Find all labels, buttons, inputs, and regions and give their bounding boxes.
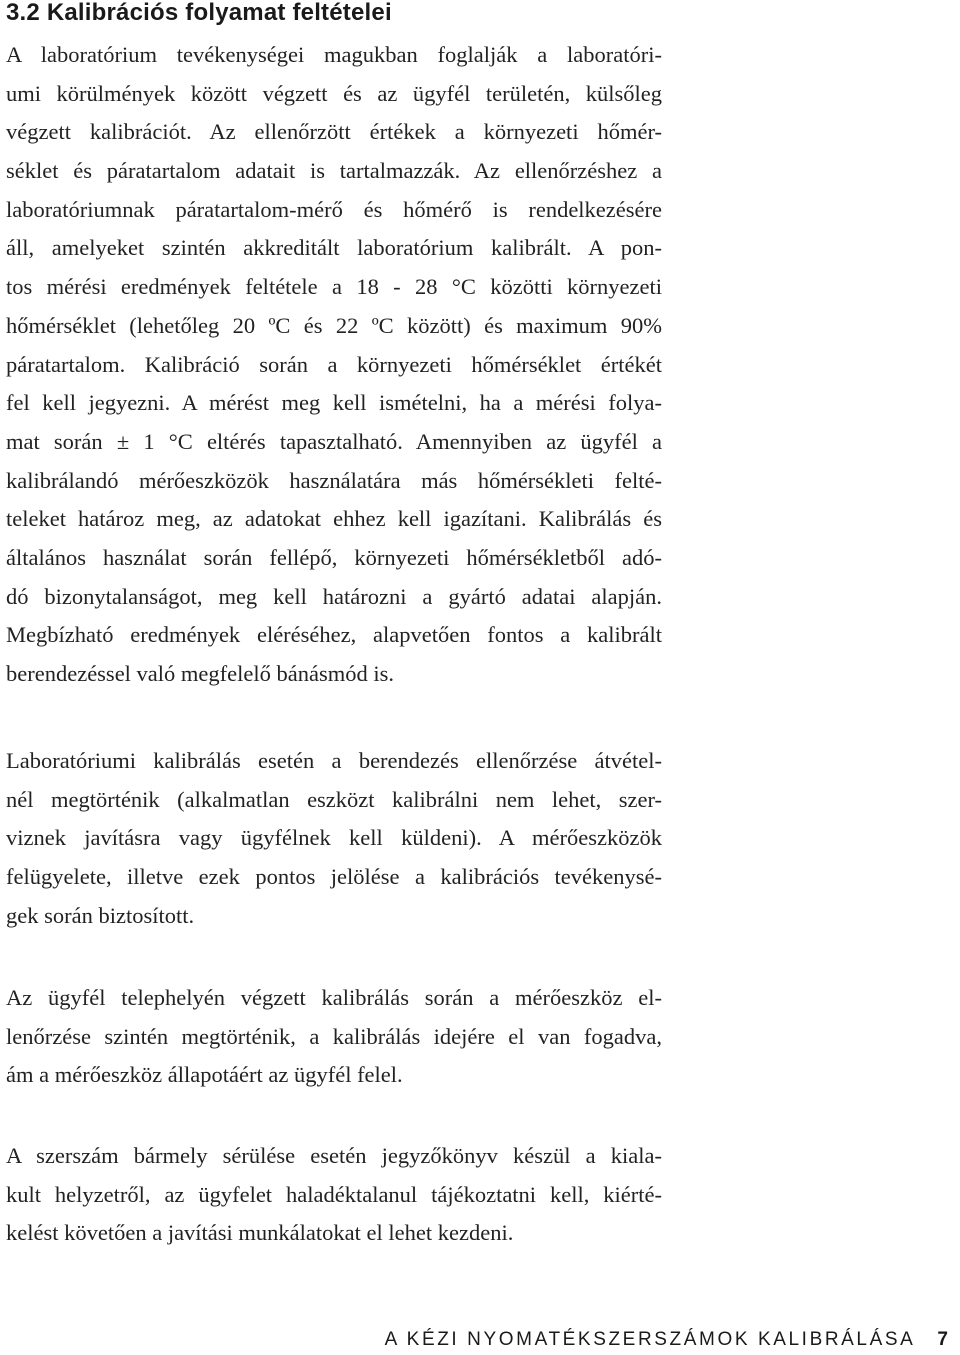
paragraph-calibration-conditions [6, 36, 662, 694]
text-line: tos mérési eredmények feltétele a 18 - 28 °C közötti környezeti [6, 274, 662, 300]
text-line: gek során biztosított. [6, 902, 195, 928]
page-number: 7 [937, 1329, 948, 1350]
text-line: ám a mérőeszköz állapotáért az ügyfél felel. [6, 1062, 403, 1088]
text-line: berendezéssel való megfelelő bánásmód is. [6, 661, 394, 686]
text-line: Az ügyfél telephelyén végzett kalibrálás során a mérőeszköz el- [6, 985, 662, 1010]
paragraph-tool-damage [6, 1137, 662, 1253]
text-line: A szerszám bármely sérülése esetén jegyzőkönyv készül a kiala- [6, 1143, 662, 1168]
text-line: lenőrzése szintén megtörténik, a kalibrálás idejére el van fogadva, [6, 1023, 662, 1049]
paragraph-onsite-calibration [6, 979, 662, 1095]
text-line: mat során ± 1 °C eltérés tapasztalható. Amennyiben az ügyfél a [6, 428, 662, 454]
text-line: felügyelete, illetve ezek pontos jelölése a kalibrációs tevékenysé- [6, 864, 662, 890]
text-line: fel kell jegyezni. A mérést meg kell ismételni, ha a mérési folya- [6, 390, 662, 416]
text-line: általános használat során fellépő, környezeti hőmérsékletből adó- [6, 544, 662, 570]
text-line: viznek javításra vagy ügyfélnek kell küldeni). A mérőeszközök [6, 825, 662, 851]
text-line: kalibrálandó mérőeszközök használatára más hőmérsékleti felté- [6, 467, 662, 493]
section-heading: 3.2 Kalibrációs folyamat feltételei [6, 0, 392, 26]
text-line: umi körülmények között végzett és az ügyfél területén, külsőleg [6, 80, 662, 106]
paragraph-laboratory-calibration [6, 742, 662, 935]
text-line: nél megtörténik (alkalmatlan eszközt kalibrálni nem lehet, szer- [6, 786, 662, 812]
text-line: kelést követően a javítási munkálatokat el lehet kezdeni. [6, 1220, 514, 1246]
text-line: kult helyzetről, az ügyfelet haladéktalanul tájékoztatni kell, kiérté- [6, 1181, 662, 1207]
text-line: hőmérséklet (lehetőleg 20 ºC és 22 ºC között) és maximum 90% [6, 312, 662, 338]
text-line: teleket határoz meg, az adatokat ehhez kell igazítani. Kalibrálás és [6, 506, 662, 532]
text-line: Megbízható eredmények eléréséhez, alapvetően fontos a kalibrált [6, 622, 662, 648]
text-line: áll, amelyeket szintén akkreditált laboratórium kalibrált. A pon- [6, 235, 662, 261]
page-footer [385, 1328, 948, 1352]
text-line: dó bizonytalanságot, meg kell határozni a gyártó adatai alapján. [6, 583, 662, 609]
text-line: séklet és páratartalom adatait is tartalmazzák. Az ellenőrzéshez a [6, 158, 662, 184]
text-line: páratartalom. Kalibráció során a környezeti hőmérséklet értékét [6, 351, 662, 377]
text-line: Laboratóriumi kalibrálás esetén a berendezés ellenőrzése átvétel- [6, 748, 662, 773]
text-line: végzett kalibrációt. Az ellenőrzött értékek a környezeti hőmér- [6, 119, 662, 145]
text-line: A laboratórium tevékenységei magukban foglalják a laboratóri- [6, 42, 662, 67]
text-line: laboratóriumnak páratartalom-mérő és hőmérő is rendelkezésére [6, 196, 662, 222]
running-footer-title: A KÉZI NYOMATÉKSZERSZÁMOK KALIBRÁLÁSA [384, 1329, 916, 1350]
